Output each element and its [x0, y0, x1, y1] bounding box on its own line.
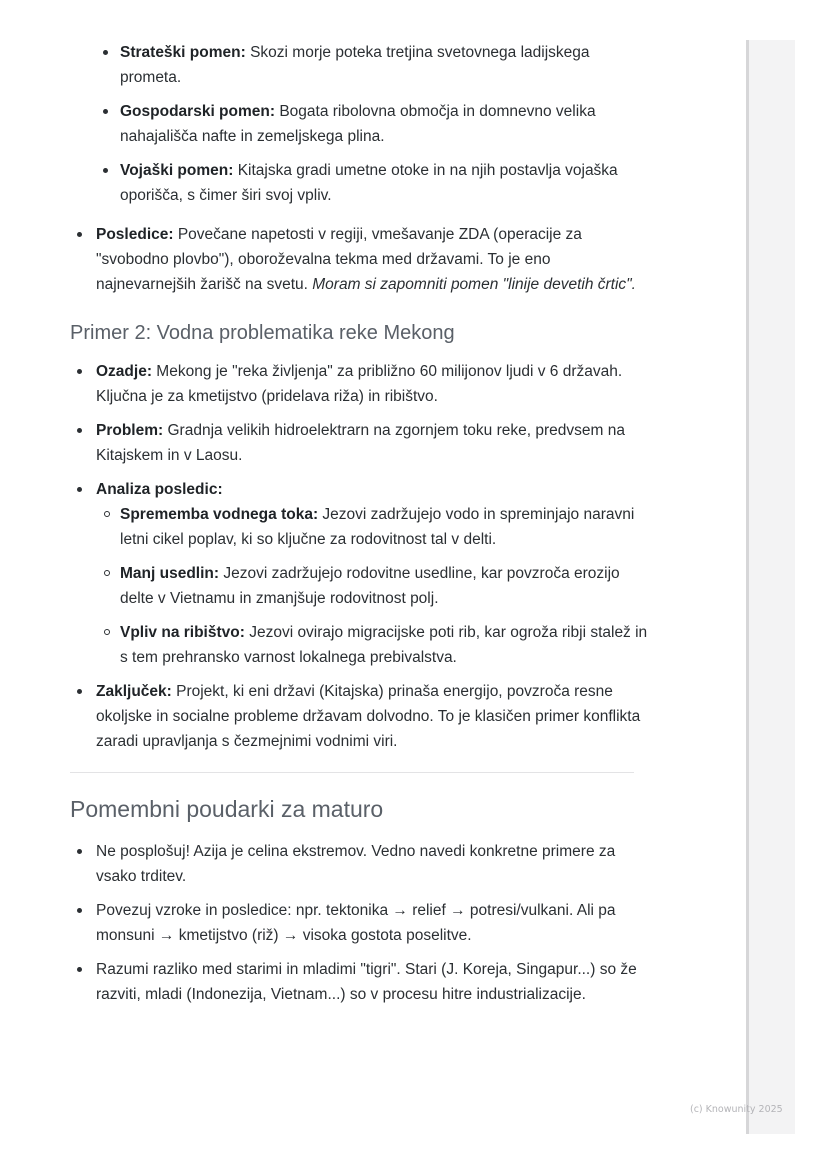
item-text: Bogata ribolovna območja in domnevno velika nahajališča nafte in zemeljskega plina.: [120, 103, 596, 145]
item-text: Jezovi zadržujejo vodo in spreminjajo naravni letni cikel poplav, ki so ključne za rodovitnost tal v delti.: [120, 506, 635, 548]
list-item: [96, 502, 650, 552]
item-text: Projekt, ki eni državi (Kitajska) prinaša energijo, povzroča resne okoljske in socialne probleme državam dolvodno. To je klasičen primer konflikta zaradi upravljanja s čezmejnimi vodnimi viri.: [96, 683, 641, 750]
section-heading-poudarki: Pomembni poudarki za maturo: [70, 796, 384, 822]
item-term: Strateški pomen:: [120, 44, 246, 61]
document-content: [70, 36, 650, 1016]
item-term: Zaključek:: [96, 683, 172, 700]
item-term: Analiza posledic:: [96, 481, 223, 498]
list-item-posledice: [70, 222, 650, 297]
list-item-ozadje: [70, 359, 650, 409]
top-sublist: [96, 40, 650, 208]
item-term: Gospodarski pomen:: [120, 103, 276, 120]
item-term: Sprememba vodnega toka:: [120, 506, 319, 523]
item-term: Vojaški pomen:: [120, 162, 234, 179]
item-text: Jezovi zadržujejo rodovitne usedline, kar povzroča erozijo delte v Vietnamu in zmanjšuje rodovitnost polj.: [120, 565, 620, 607]
item-text: Gradnja velikih hidroelektrarn na zgornjem toku reke, predvsem na Kitajskem in v Laosu.: [96, 422, 625, 464]
list-item: Ne posplošuj! Azija je celina ekstremov. Vedno navedi konkretne primere za vsako trditev.: [70, 839, 650, 889]
item-text: Kitajska gradi umetne otoke in na njih postavlja vojaška oporišča, s čimer širi svoj vpliv.: [120, 162, 618, 204]
item-term: Ozadje:: [96, 363, 152, 380]
item-note: Moram si zapomniti pomen "linije devetih črtic".: [312, 276, 636, 293]
section-divider: [70, 772, 634, 773]
copyright-footer: (c) Knowunity 2025: [690, 1104, 783, 1115]
poudarki-list: [70, 839, 650, 1007]
list-item: Povezuj vzroke in posledice: npr. tektonika → relief → potresi/vulkani. Ali pa monsuni → kmetijstvo (riž) → visoka gostota poselitve.: [70, 898, 650, 948]
posledice-list: [70, 222, 650, 297]
list-item-problem: [70, 418, 650, 468]
list-item: [96, 561, 650, 611]
item-term: Problem:: [96, 422, 164, 439]
analiza-sublist: [96, 502, 650, 670]
item-text: Povečane napetosti v regiji, vmešavanje ZDA (operacije za "svobodno plovbo"), oboroževalna tekma med državami. To je eno najnevarnejših žarišč na svetu.: [96, 226, 582, 293]
list-item: Razumi razliko med starimi in mladimi "tigri". Stari (J. Koreja, Singapur...) so že razviti, mladi (Indonezija, Vietnam...) so v procesu hitre industrializacije.: [70, 957, 650, 1007]
list-item: [96, 40, 650, 90]
item-term: Vpliv na ribištvo:: [120, 624, 245, 641]
item-text: Jezovi ovirajo migracijske poti rib, kar ogroža ribji stalež in s tem prehransko varnost lokalnega prebivalstva.: [120, 624, 648, 666]
page-sidebar: [746, 40, 795, 1134]
item-text: Skozi morje poteka tretjina svetovnega ladijskega prometa.: [120, 44, 590, 86]
example2-list: [70, 359, 650, 754]
item-term: Posledice:: [96, 226, 174, 243]
list-item: [96, 158, 650, 208]
list-item: [96, 620, 650, 670]
list-item-zakljucek: [70, 679, 650, 754]
list-item: [96, 99, 650, 149]
list-item-analiza: [70, 477, 650, 670]
item-text: Mekong je "reka življenja" za približno 60 milijonov ljudi v 6 državah. Ključna je za kmetijstvo (pridelava riža) in ribištvo.: [96, 363, 623, 405]
item-term: Manj usedlin:: [120, 565, 220, 582]
section-heading-example2: Primer 2: Vodna problematika reke Mekong: [70, 322, 455, 344]
